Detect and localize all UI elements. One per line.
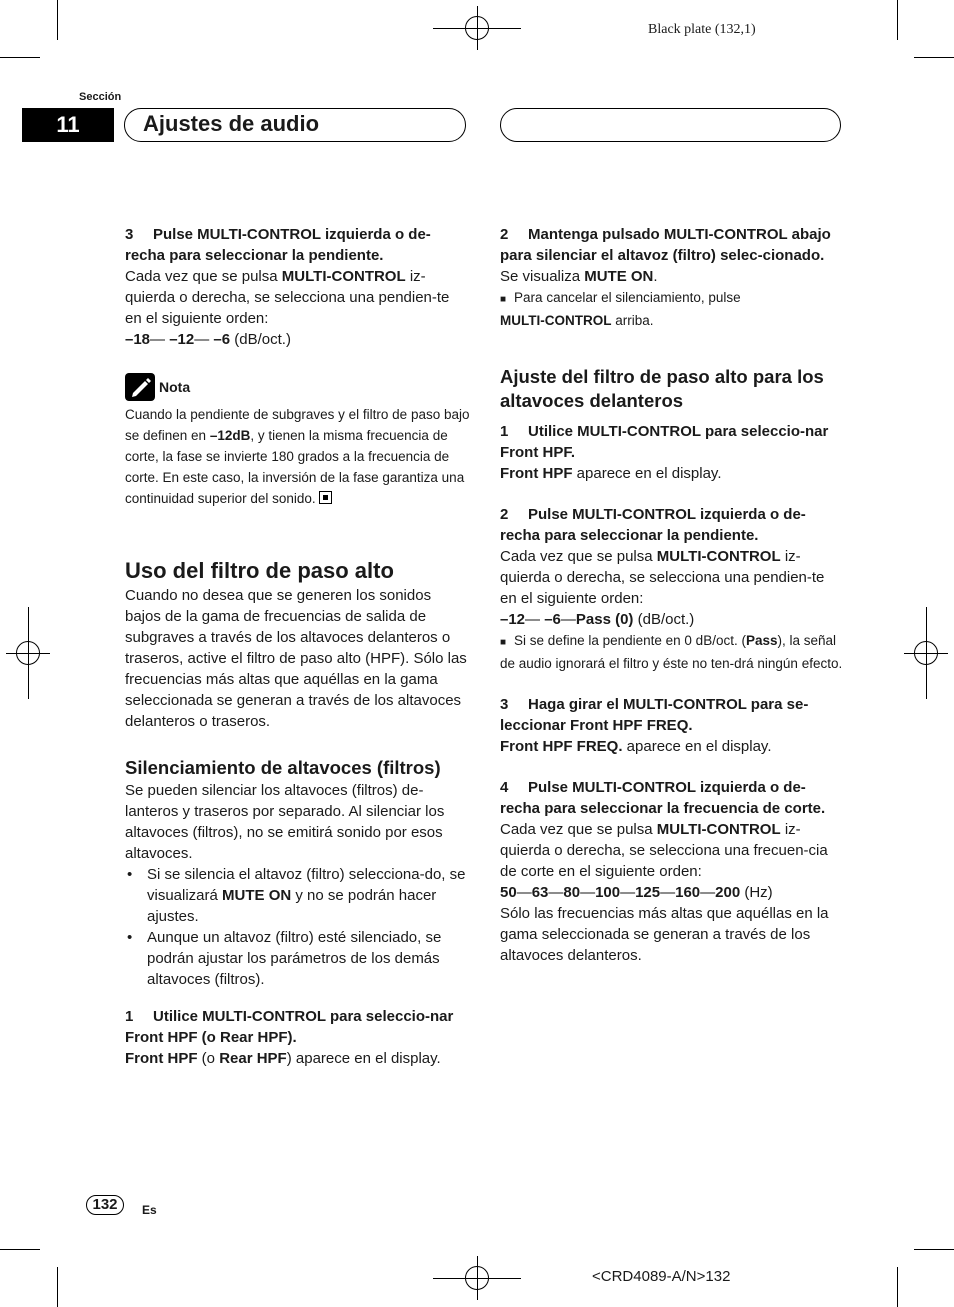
section-title-blank xyxy=(500,108,841,142)
plate-label: Black plate (132,1) xyxy=(648,22,756,37)
step-body: Front HPF FREQ. aparece en el display. xyxy=(500,738,772,755)
slope-sequence: –12— –6—Pass (0) (dB/oct.) xyxy=(500,611,695,628)
step-body: Se visualiza MUTE ON. xyxy=(500,268,658,285)
crop-mark xyxy=(57,0,58,40)
crop-mark xyxy=(897,1267,898,1307)
section-label: Sección xyxy=(79,91,122,103)
step-body: Cada vez que se pulsa MULTI-CONTROL iz-quierda o derecha, se selecciona una pendien-te en el siguiente orden: xyxy=(500,548,825,607)
step-body: Cada vez que se pulsa MULTI-CONTROL iz-quierda o derecha, se selecciona una pendien-te en el siguiente orden: xyxy=(125,268,450,327)
section-title: Ajustes de audio xyxy=(124,108,466,142)
crop-mark xyxy=(914,57,954,58)
note-pencil-icon xyxy=(125,373,155,401)
step-note: ■ Si se define la pendiente en 0 dB/oct. (Pass), la señal de audio ignorará el filtro y éste no ten-drá ningún efecto. xyxy=(500,633,843,671)
section-number: 11 xyxy=(22,108,114,142)
section-heading: Uso del filtro de paso alto xyxy=(125,558,394,583)
step-heading: 4 Pulse MULTI-CONTROL izquierda o de-recha para seleccionar la frecuencia de corte. xyxy=(500,779,826,817)
step-body: Sólo las frecuencias más altas que aquéllas en la gama seleccionada se generan a través de los altavoces delanteros. xyxy=(500,905,829,964)
slope-sequence: –18— –12— –6 (dB/oct.) xyxy=(125,331,291,348)
step-heading: 1 Utilice MULTI-CONTROL para seleccio-nar Front HPF (o Rear HPF). xyxy=(125,1008,454,1046)
list-item: • Aunque un altavoz (filtro) esté silenciado, se podrán ajustar los parámetros de los demás altavoces (filtros). xyxy=(127,929,442,988)
intro-paragraph: Cuando no desea que se generen los sonidos bajos de la gama de frecuencias de salida de subgraves a través de los altavoces delanteros o traseros, active el filtro de paso alto (HPF). Sólo las frecuencias más altas que aquéllas en la gama seleccionada se generan a través de los altavoces delanteros o traseros. xyxy=(125,587,467,730)
mute-intro: Se pueden silenciar los altavoces (filtros) de-lanteros y traseros por separado. Al silenciar los altavoces (filtros), no se emitirá sonido por esos altavoces. xyxy=(125,782,445,862)
end-mark-icon xyxy=(319,491,332,504)
step-heading: 1 Utilice MULTI-CONTROL para seleccio-nar Front HPF. xyxy=(500,423,829,461)
page-number: 132 xyxy=(86,1195,124,1215)
step-heading: 3 Pulse MULTI-CONTROL izquierda o de-recha para seleccionar la pendiente. xyxy=(125,226,431,264)
step-body: Front HPF (o Rear HPF) aparece en el display. xyxy=(125,1050,441,1067)
left-column xyxy=(125,224,470,1069)
list-item: • Si se silencia el altavoz (filtro) selecciona-do, se visualizará MUTE ON y no se podrán hacer ajustes. xyxy=(127,866,466,925)
step-heading: 2 Mantenga pulsado MULTI-CONTROL abajo para silenciar el altavoz (filtro) selec-cionado. xyxy=(500,226,831,264)
note-text: Cuando la pendiente de subgraves y el filtro de paso bajo se definen en –12dB, y tienen la misma frecuencia de corte, la fase se invierte 180 grados a la frecuencia de corte. En este caso, la inversión de la fase garantiza una continuidad superior del sonido. xyxy=(125,407,470,506)
crop-mark xyxy=(897,0,898,40)
crop-mark xyxy=(0,1249,40,1250)
step-heading: 2 Pulse MULTI-CONTROL izquierda o de-recha para seleccionar la pendiente. xyxy=(500,506,806,544)
note-header: Nota xyxy=(125,372,470,402)
step-body: Front HPF aparece en el display. xyxy=(500,465,722,482)
right-column xyxy=(500,224,845,966)
language-label: Es xyxy=(142,1203,157,1217)
crop-mark xyxy=(57,1267,58,1307)
document-code: <CRD4089-A/N>132 xyxy=(592,1268,731,1285)
frequency-sequence: 50—63—80—100—125—160—200 (Hz) xyxy=(500,884,773,901)
crop-mark xyxy=(914,1249,954,1250)
step-note: ■ Para cancelar el silenciamiento, pulse MULTI-CONTROL arriba. xyxy=(500,290,741,328)
subsection-heading: Ajuste del filtro de paso alto para los altavoces delanteros xyxy=(500,366,824,411)
subsection-heading: Silenciamiento de altavoces (filtros) xyxy=(125,757,441,778)
step-heading: 3 Haga girar el MULTI-CONTROL para se-leccionar Front HPF FREQ. xyxy=(500,696,809,734)
crop-mark xyxy=(0,57,40,58)
step-body: Cada vez que se pulsa MULTI-CONTROL iz-quierda o derecha, se selecciona una frecuen-cia de corte en el siguiente orden: xyxy=(500,821,828,880)
